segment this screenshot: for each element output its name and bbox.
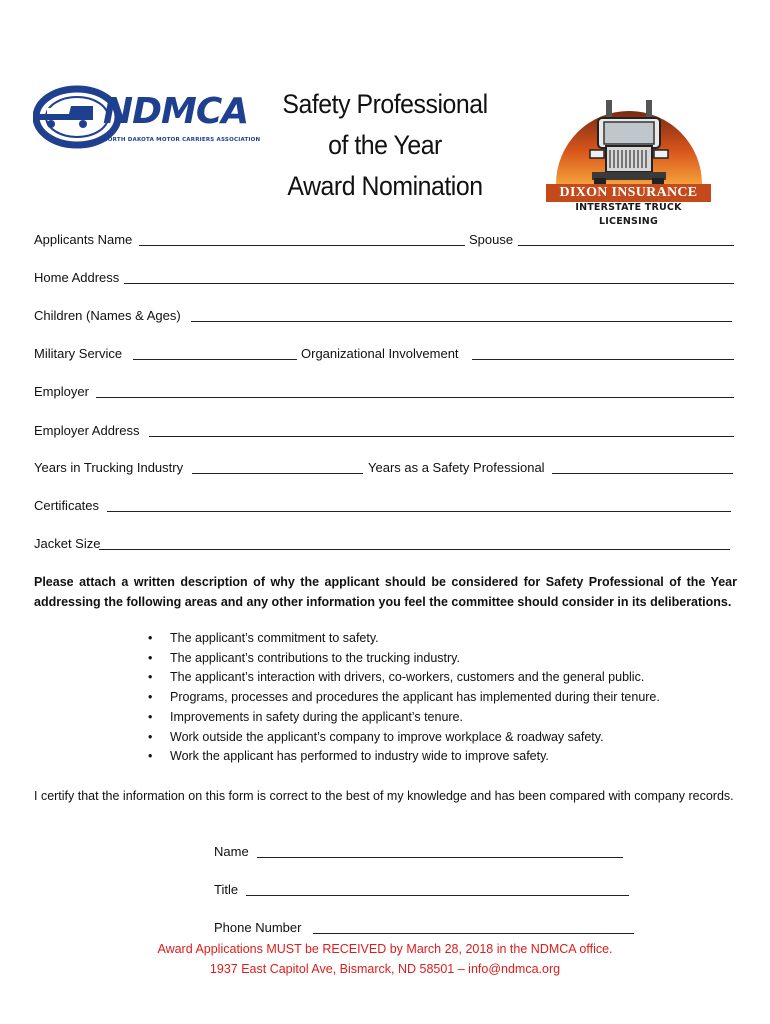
title-line-3: Award Nomination bbox=[287, 171, 483, 201]
dixon-insurance-name: DIXON INSURANCE bbox=[546, 184, 711, 202]
title-line-2: of the Year bbox=[328, 130, 442, 160]
row-jacket-size bbox=[34, 535, 737, 555]
instructions-paragraph: Please attach a written description of why the applicant should be considered for Safety Professional of the Year addressing the following areas and any other information you feel the committee should consider in its deliberations. bbox=[34, 575, 737, 609]
signature-name-field[interactable] bbox=[257, 857, 623, 858]
list-item bbox=[148, 649, 660, 669]
organizational-involvement-field[interactable] bbox=[472, 359, 734, 360]
signature-title-field[interactable] bbox=[246, 895, 629, 896]
certificates-label: Certificates bbox=[34, 498, 100, 513]
list-item bbox=[148, 688, 660, 708]
bullet-icon: • bbox=[148, 690, 153, 705]
list-item-text: The applicant’s contributions to the trucking industry. bbox=[170, 650, 460, 665]
years-safety-label: Years as a Safety Professional bbox=[368, 460, 545, 475]
bullet-icon: • bbox=[148, 631, 153, 645]
footer-deadline: Award Applications MUST be RECEIVED by March 28, 2018 in the NDMCA office. bbox=[157, 942, 613, 956]
years-safety-field[interactable] bbox=[552, 473, 733, 474]
home-address-label: Home Address bbox=[34, 270, 120, 285]
list-item-text: Improvements in safety during the applicant’s tenure. bbox=[170, 709, 463, 724]
list-item-text: Programs, processes and procedures the applicant has implemented during their tenure. bbox=[170, 690, 660, 705]
row-military bbox=[34, 345, 737, 365]
signature-title-label: Title bbox=[214, 882, 239, 897]
list-item-text: The applicant’s commitment to safety. bbox=[170, 631, 379, 645]
organizational-involvement-label: Organizational Involvement bbox=[301, 346, 459, 361]
years-trucking-field[interactable] bbox=[192, 473, 363, 474]
row-applicant bbox=[34, 231, 737, 251]
signature-name-label: Name bbox=[214, 844, 249, 859]
row-years bbox=[34, 459, 737, 479]
title-line-1: Safety Professional bbox=[282, 89, 488, 119]
bullet-icon: • bbox=[148, 650, 153, 665]
certificates-field[interactable] bbox=[107, 511, 731, 512]
bullet-icon: • bbox=[148, 749, 153, 764]
military-service-label: Military Service bbox=[34, 346, 123, 361]
list-item bbox=[148, 668, 660, 688]
row-home-address bbox=[34, 269, 737, 289]
list-item bbox=[148, 747, 660, 767]
list-item-text: Work outside the applicant’s company to improve workplace & roadway safety. bbox=[170, 729, 604, 744]
spouse-field[interactable] bbox=[518, 245, 734, 246]
employer-address-field[interactable] bbox=[149, 436, 734, 437]
list-item bbox=[148, 629, 660, 649]
home-address-field[interactable] bbox=[124, 283, 734, 284]
list-item bbox=[148, 708, 660, 728]
footer-address: 1937 East Capitol Ave, Bismarck, ND 58501 – info@ndmca.org bbox=[209, 962, 561, 976]
list-item-text: Work the applicant has performed to industry wide to improve safety. bbox=[170, 749, 549, 764]
row-children bbox=[34, 307, 737, 327]
children-field[interactable] bbox=[191, 321, 732, 322]
page-title bbox=[260, 84, 510, 207]
employer-field[interactable] bbox=[96, 397, 734, 398]
bullet-icon: • bbox=[148, 729, 153, 744]
signature-phone-label: Phone Number bbox=[214, 920, 302, 935]
employer-address-label: Employer Address bbox=[34, 423, 140, 438]
certification-paragraph: I certify that the information on this form is correct to the best of my knowledge and has been compared with company records. bbox=[34, 789, 734, 803]
years-trucking-label: Years in Trucking Industry bbox=[34, 460, 184, 475]
row-signature-name bbox=[214, 843, 634, 863]
criteria-list bbox=[148, 629, 660, 767]
bullet-icon: • bbox=[148, 709, 153, 724]
bullet-icon: • bbox=[148, 670, 153, 685]
jacket-size-label: Jacket Size bbox=[34, 536, 101, 551]
signature-phone-field[interactable] bbox=[313, 933, 634, 934]
applicants-name-field[interactable] bbox=[139, 245, 465, 246]
row-signature-phone bbox=[214, 919, 638, 939]
applicants-name-label: Applicants Name bbox=[34, 232, 133, 247]
ndmca-logo-text: NDMCA bbox=[103, 91, 249, 132]
jacket-size-field[interactable] bbox=[99, 549, 730, 550]
dixon-insurance-subtitle: INTERSTATE TRUCK LICENSING bbox=[575, 202, 682, 227]
ndmca-logo-subtitle: NORTH DAKOTA MOTOR CARRIERS ASSOCIATION bbox=[103, 137, 261, 143]
row-signature-title bbox=[214, 881, 634, 901]
military-service-field[interactable] bbox=[133, 359, 297, 360]
employer-label: Employer bbox=[34, 384, 89, 399]
row-employer bbox=[34, 383, 737, 403]
row-employer-address bbox=[34, 422, 737, 442]
spouse-label: Spouse bbox=[469, 232, 514, 247]
list-item bbox=[148, 728, 660, 748]
children-label: Children (Names & Ages) bbox=[34, 308, 181, 323]
row-certificates bbox=[34, 497, 737, 517]
list-item-text: The applicant’s interaction with drivers, co-workers, customers and the general public. bbox=[170, 670, 645, 685]
footer bbox=[0, 939, 770, 979]
